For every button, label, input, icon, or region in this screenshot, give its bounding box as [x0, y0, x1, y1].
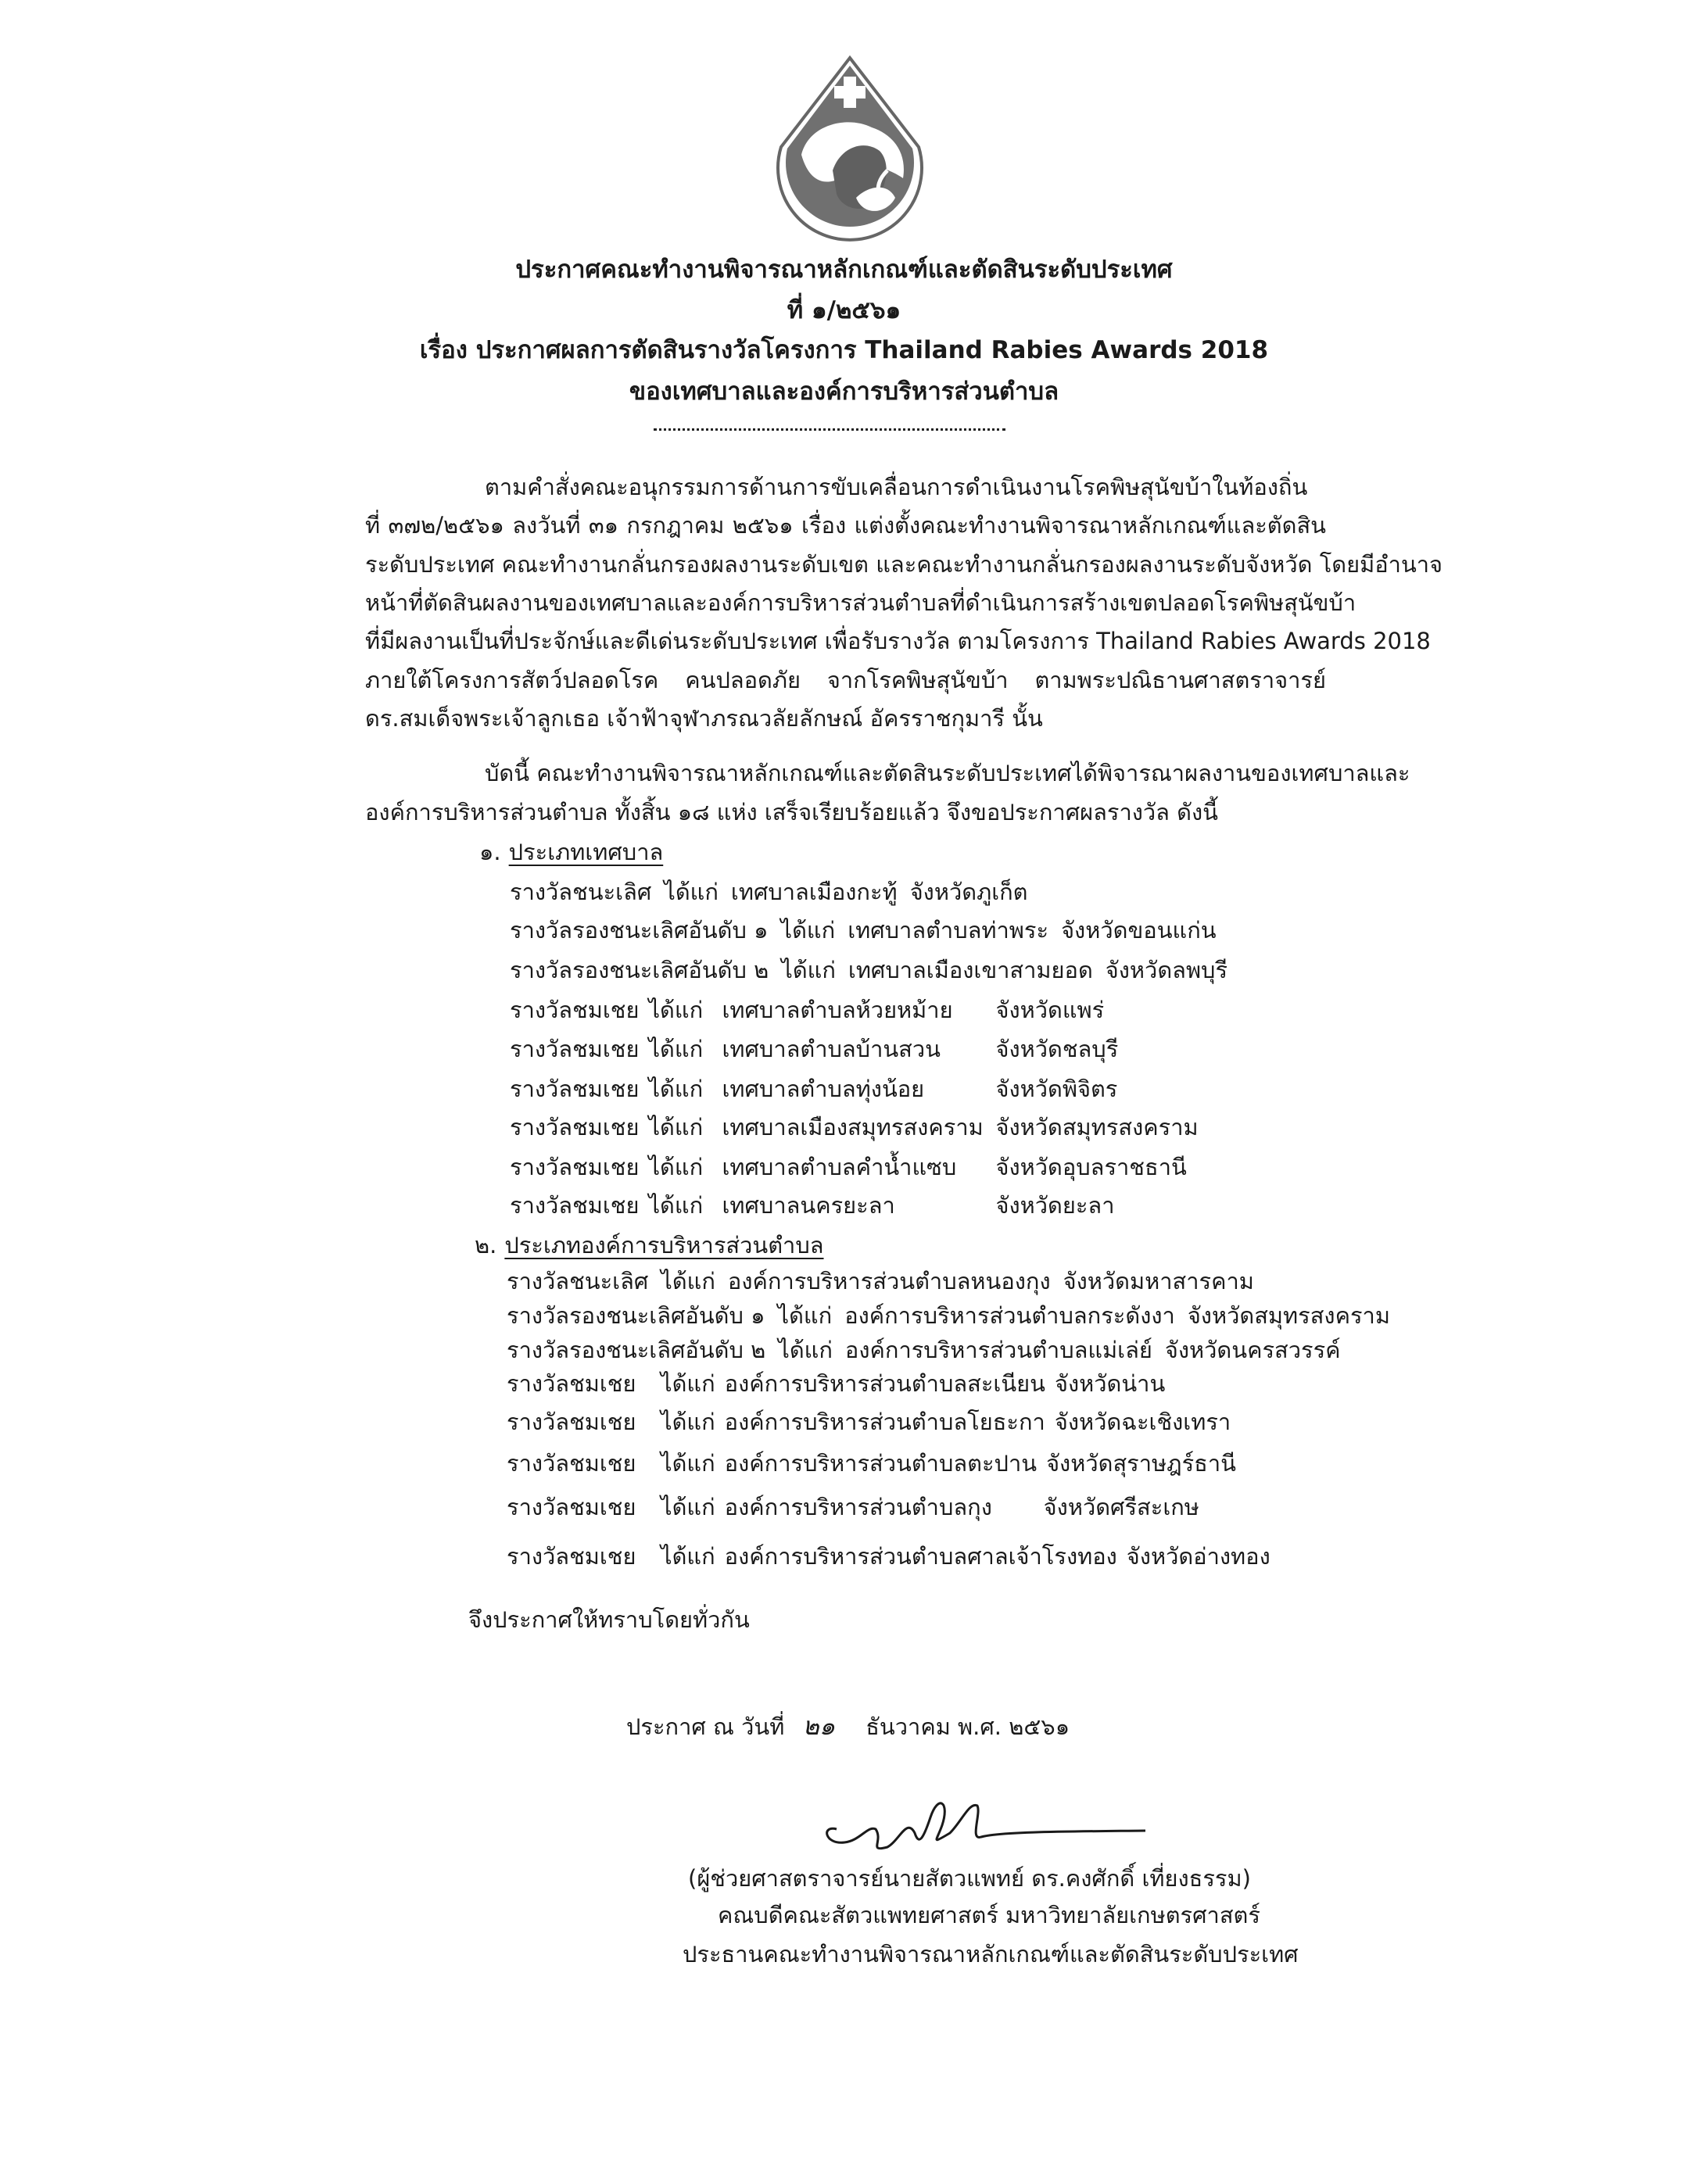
award-province: จังหวัดสุราษฎร์ธานี [1046, 1450, 1236, 1477]
award-province: จังหวัดนครสวรรค์ [1164, 1337, 1341, 1363]
award-award: รางวัลชมเชย [510, 997, 640, 1023]
header-title: ประกาศคณะทำงานพิจารณาหลักเกณฑ์และตัดสินระดับประเทศ [515, 256, 1173, 284]
award-award: รางวัลชนะเลิศ [507, 1268, 649, 1294]
award-org: องค์การบริหารส่วนตำบลโยธะกา [724, 1409, 1045, 1435]
paragraph-line: ที่มีผลงานเป็นที่ประจักษ์และดีเด่นระดับประเทศ เพื่อรับรางวัล ตามโครงการ Thailand Rabies Awards 2018 [365, 628, 1431, 654]
award-list-item [510, 919, 1229, 946]
award-award: รางวัลรองชนะเลิศอันดับ ๒ [507, 1337, 766, 1363]
award-org: เทศบาลตำบลท่าพระ [848, 917, 1049, 943]
document-subject-continued: ของเทศบาลและองค์การบริหารส่วนตำบล [629, 378, 1059, 406]
award-award: รางวัลชมเชย [510, 1192, 640, 1219]
logo-icon [762, 53, 938, 245]
award-province: จังหวัดยะลา [995, 1192, 1115, 1219]
paragraph-line: ตามคำสั่งคณะอนุกรรมการด้านการขับเคลื่อนการดำเนินงานโรคพิษสุนัขบ้าในท้องถิ่น [485, 474, 1308, 500]
award-given: ได้แก่ [661, 1494, 715, 1520]
award-given: ได้แก่ [661, 1450, 715, 1477]
award-award: รางวัลชมเชย [510, 1076, 640, 1102]
award-list-item [510, 1156, 1196, 1183]
handwritten-signature [813, 1786, 1149, 1860]
signatory-name: (ผู้ช่วยศาสตราจารย์นายสัตวแพทย์ ดร.คงศักดิ์ เที่ยงธรรม) [688, 1865, 1251, 1892]
award-province: จังหวัดพิจิตร [995, 1076, 1118, 1102]
date-line [626, 1711, 1070, 1741]
award-given: ได้แก่ [648, 997, 704, 1023]
award-award: รางวัลชมเชย [510, 1154, 640, 1180]
award-given: ได้แก่ [777, 1302, 833, 1329]
award-award: รางวัลรองชนะเลิศอันดับ ๒ [510, 957, 769, 983]
document-subject: เรื่อง ประกาศผลการตัดสินรางวัลโครงการ Thailand Rabies Awards 2018 [419, 336, 1269, 364]
paragraph-line: ดร.สมเด็จพระเจ้าลูกเธอ เจ้าฟ้าจุฬาภรณวลัยลักษณ์ อัครราชกุมารี นั้น [365, 705, 1043, 732]
award-province: จังหวัดอ่างทอง [1126, 1543, 1270, 1570]
award-province: จังหวัดลพบุรี [1105, 957, 1228, 983]
award-org: องค์การบริหารส่วนตำบลกระดังงา [844, 1302, 1175, 1329]
award-award: รางวัลชมเชย [507, 1409, 636, 1435]
award-province: จังหวัดชลบุรี [995, 1036, 1119, 1062]
award-province: จังหวัดสมุทรสงคราม [1187, 1302, 1390, 1329]
date-month-year: ธันวาคม พ.ศ. ๒๕๖๑ [866, 1713, 1070, 1740]
award-given: ได้แก่ [781, 957, 836, 983]
award-org: องค์การบริหารส่วนตำบลแม่เล่ย์ [844, 1337, 1152, 1363]
award-province: จังหวัดภูเก็ต [909, 879, 1028, 905]
award-list-item [510, 959, 1240, 986]
award-award: รางวัลรองชนะเลิศอันดับ ๑ [507, 1302, 765, 1329]
signatory-position: คณบดีคณะสัตวแพทยศาสตร์ มหาวิทยาลัยเกษตรศาสตร์ [718, 1902, 1260, 1928]
dotted-divider [654, 428, 1005, 431]
award-given: ได้แก่ [648, 1114, 704, 1140]
award-province: จังหวัดสมุทรสงคราม [995, 1114, 1199, 1140]
paragraph-line: บัดนี้ คณะทำงานพิจารณาหลักเกณฑ์และตัดสินระดับประเทศได้พิจารณาผลงานของเทศบาลและ [485, 760, 1410, 786]
award-org: องค์การบริหารส่วนตำบลหนองกุง [727, 1268, 1051, 1294]
award-award: รางวัลชมเชย [507, 1494, 636, 1520]
award-list-item [510, 881, 1041, 908]
award-province: จังหวัดฉะเชิงเทรา [1054, 1409, 1231, 1435]
award-given: ได้แก่ [778, 1337, 833, 1363]
award-org: เทศบาลตำบลห้วยหม้าย [722, 997, 953, 1023]
award-award: รางวัลชมเชย [507, 1370, 636, 1397]
award-list-item [507, 1270, 1267, 1297]
section-number: ๒. [475, 1232, 497, 1258]
award-org: เทศบาลตำบลบ้านสวน [722, 1036, 941, 1062]
award-list-item [507, 1452, 1245, 1479]
award-given: ได้แก่ [661, 1409, 715, 1435]
award-org: องค์การบริหารส่วนตำบลกุง [724, 1494, 992, 1520]
award-org: เทศบาลตำบลทุ่งน้อย [722, 1076, 925, 1102]
section-heading [475, 1234, 824, 1257]
award-province: จังหวัดศรีสะเกษ [1043, 1494, 1199, 1520]
award-list-item [507, 1370, 1174, 1399]
document-number: ที่ ๑/๒๕๖๑ [787, 296, 901, 324]
award-org: เทศบาลเมืองสมุทรสงคราม [722, 1114, 984, 1140]
award-award: รางวัลชมเชย [507, 1543, 636, 1570]
award-given: ได้แก่ [648, 1192, 704, 1219]
award-list-item [510, 1116, 1208, 1143]
award-list-item [507, 1302, 1403, 1331]
award-list-item [507, 1545, 1280, 1572]
award-given: ได้แก่ [661, 1543, 715, 1570]
paragraph-line: องค์การบริหารส่วนตำบล ทั้งสิ้น ๑๘ แห่ง เสร็จเรียบร้อยแล้ว จึงขอประกาศผลรางวัล ดังนี้ [365, 799, 1218, 825]
award-given: ได้แก่ [780, 917, 836, 943]
award-award: รางวัลชนะเลิศ [510, 879, 652, 905]
section-number: ๑. [479, 839, 501, 865]
award-province: จังหวัดอุบลราชธานี [995, 1154, 1187, 1180]
award-given: ได้แก่ [648, 1036, 704, 1062]
section-title: ประเภทเทศบาล [508, 839, 664, 865]
award-org: องค์การบริหารส่วนตำบลศาลเจ้าโรงทอง [724, 1543, 1117, 1570]
award-given: ได้แก่ [661, 1370, 715, 1397]
award-province: จังหวัดแพร่ [995, 997, 1105, 1023]
award-award: รางวัลชมเชย [510, 1036, 640, 1062]
award-given: ได้แก่ [661, 1268, 715, 1294]
section-heading [479, 841, 663, 864]
award-list-item [507, 1339, 1353, 1366]
paragraph-line: หน้าที่ตัดสินผลงานของเทศบาลและองค์การบริหารส่วนตำบลที่ดำเนินการสร้างเขตปลอดโรคพิษสุนัขบ้า [365, 589, 1356, 616]
award-list-item [510, 1078, 1127, 1105]
paragraph-line: ระดับประเทศ คณะทำงานกลั่นกรองผลงานระดับเขต และคณะทำงานกลั่นกรองผลงานระดับจังหวัด โดยมีอำนาจ [365, 551, 1443, 578]
award-given: ได้แก่ [664, 879, 719, 905]
award-org: เทศบาลตำบลคำน้ำแซบ [722, 1154, 957, 1180]
award-award: รางวัลชมเชย [507, 1450, 636, 1477]
award-org: องค์การบริหารส่วนตำบลสะเนียน [724, 1370, 1045, 1397]
award-given: ได้แก่ [648, 1076, 704, 1102]
award-province: จังหวัดขอนแก่น [1061, 917, 1217, 943]
award-province: จังหวัดมหาสารคาม [1063, 1268, 1254, 1294]
award-award: รางวัลรองชนะเลิศอันดับ ๑ [510, 917, 769, 943]
signatory-role: ประธานคณะทำงานพิจารณาหลักเกณฑ์และตัดสินระดับประเทศ [683, 1941, 1299, 1967]
award-list-item [510, 1194, 1124, 1221]
award-org: องค์การบริหารส่วนตำบลตะปาน [724, 1450, 1038, 1477]
award-list-item [510, 1038, 1127, 1065]
date-day-handwritten: ๒๑ [802, 1711, 836, 1741]
award-org: เทศบาลนครยะลา [722, 1192, 895, 1219]
award-list-item [507, 1496, 1209, 1523]
award-list-item [510, 999, 1113, 1026]
date-prefix: ประกาศ ณ วันที่ [626, 1713, 785, 1740]
paragraph-line: ภายใต้โครงการสัตว์ปลอดโรค คนปลอดภัย จากโรคพิษสุนัขบ้า ตามพระปณิธานศาสตราจารย์ [365, 667, 1326, 693]
award-province: จังหวัดน่าน [1054, 1370, 1166, 1397]
award-list-item [507, 1411, 1240, 1438]
closing-statement: จึงประกาศให้ทราบโดยทั่วกัน [468, 1606, 750, 1633]
award-award: รางวัลชมเชย [510, 1114, 640, 1140]
award-org: เทศบาลเมืองกะทู้ [730, 879, 898, 905]
paragraph-line: ที่ ๓๗๒/๒๕๖๑ ลงวันที่ ๓๑ กรกฎาคม ๒๕๖๑ เรื่อง แต่งตั้งคณะทำงานพิจารณาหลักเกณฑ์และตัดสิน [365, 512, 1326, 539]
award-given: ได้แก่ [648, 1154, 704, 1180]
section-title: ประเภทองค์การบริหารส่วนตำบล [504, 1232, 824, 1258]
award-org: เทศบาลเมืองเขาสามยอด [848, 957, 1093, 983]
